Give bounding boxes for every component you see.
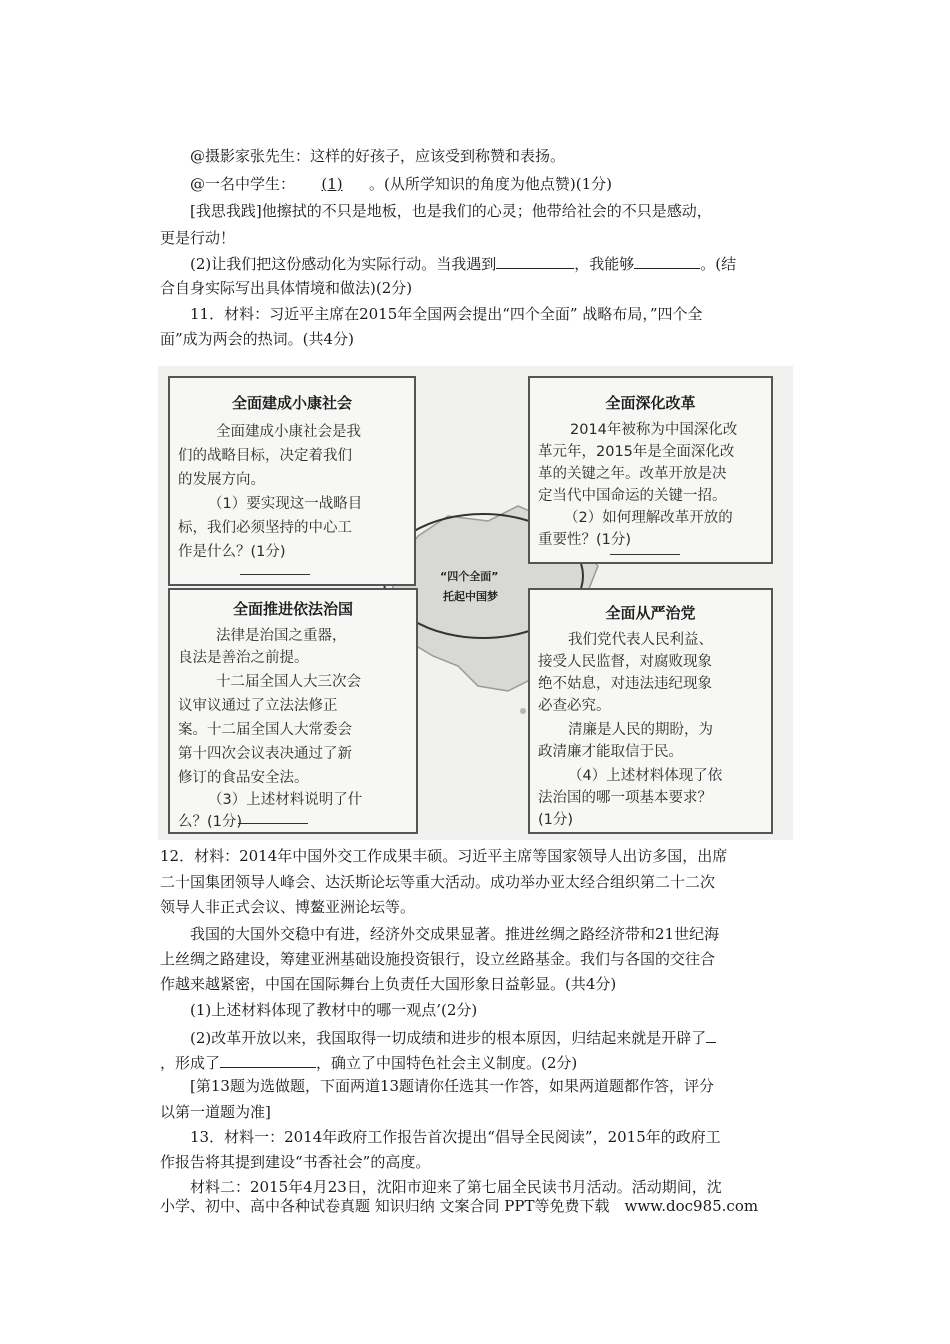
box-line: 的发展方向。: [178, 472, 265, 488]
q12-line-4: 我国的大国外交稳中有进，经济外交成果显著。推进丝绸之路经济带和21世纪海: [190, 925, 720, 943]
reflect-line-1: [我思我践]他擦拭的不只是地板，也是我们的心灵；他带给社会的不只是感动，: [190, 202, 712, 220]
box-line: 必查必究。: [538, 698, 611, 714]
box-line: 我们党代表人民利益、: [568, 632, 713, 648]
q12-line-1: 12．材料：2014年中国外交工作成果丰硕。习近平主席等国家领导人出访多国，出席: [160, 847, 728, 865]
box-line: 接受人民监督，对腐败现象: [538, 654, 712, 670]
q12-sub-2-cont: [160, 1051, 577, 1073]
question-2-line: [190, 252, 736, 274]
box-line: （4）上述材料体现了依: [568, 768, 723, 784]
q2-text-c: 。(结: [700, 255, 737, 273]
center-label-1: “四个全面”: [440, 570, 499, 583]
box-line: （3）上述材料说明了什: [208, 792, 363, 808]
box-line: 十二届全国人大三次会: [216, 674, 361, 690]
answer-line-2[interactable]: [610, 554, 680, 555]
answer-blank-situation[interactable]: [496, 252, 574, 269]
box-party-discipline: [528, 588, 773, 834]
comment-student: [190, 174, 612, 194]
q12-sub-2-text-b: ，形成了: [160, 1054, 221, 1072]
comment-photographer: @摄影家张先生：这样的好孩子，应该受到称赞和表扬。: [190, 147, 566, 165]
q12-line-5: 上丝绸之路建设，筹建亚洲基础设施投资银行，设立丝路基金。我们与各国的交往合: [160, 950, 716, 968]
box-reform: [528, 376, 773, 564]
four-comprehensives-figure: [158, 366, 793, 840]
box-line: 清廉是人民的期盼，为: [568, 722, 713, 738]
box-line: 全面建成小康社会是我: [216, 424, 361, 440]
box-line: 绝不姑息，对违法违纪现象: [538, 676, 712, 692]
box-line: (1分): [538, 812, 574, 828]
box-title: 全面建成小康社会: [231, 394, 352, 412]
q12-sub-2-text-c: ，确立了中国特色社会主义制度。(2分): [316, 1054, 578, 1072]
box-line: 良法是善治之前提。: [178, 650, 309, 666]
q2-text-a: (2)让我们把这份感动化为实际行动。当我遇到: [190, 255, 497, 273]
box-line: 作是什么？(1分): [178, 544, 286, 560]
box-line: 案。十二届全国人大常委会: [178, 722, 352, 738]
note-line-1: [第13题为选做题，下面两道13题请你任选其一作答，如果两道题都作答，评分: [190, 1077, 715, 1095]
q12-line-6: 作越来越紧密，中国在国际舞台上负责任大国形象日益彰显。(共4分): [160, 975, 617, 993]
box-line: 标，我们必须坚持的中心工: [178, 520, 352, 536]
q2-text-b: ，我能够: [574, 255, 635, 273]
q13-line-3: 材料二：2015年4月23日，沈阳市迎来了第七届全民读书月活动。活动期间，沈: [190, 1178, 722, 1196]
center-label-2: 托起中国梦: [443, 590, 498, 603]
answer-line-1[interactable]: [240, 574, 310, 575]
box-line: 重要性？(1分): [538, 532, 632, 548]
box-line: 第十四次会议表决通过了新: [178, 746, 352, 762]
box-rule-of-law: [168, 588, 418, 834]
answer-blank-1[interactable]: (1): [321, 175, 343, 193]
box-xiaokang: [168, 376, 416, 586]
q11-line-2: 面”成为两会的热词。(共4分): [160, 330, 354, 348]
answer-blank-path[interactable]: [706, 1026, 716, 1043]
box-line: 法治国的哪一项基本要求？: [538, 790, 712, 806]
box-line: 们的战略目标，决定着我们: [178, 448, 352, 464]
footer-ad: 小学、初中、高中各种试卷真题 知识归纳 文案合同 PPT等免费下载 www.doc985.com: [160, 1197, 759, 1215]
note-line-2: 以第一道题为准]: [160, 1103, 271, 1121]
q12-sub-2-text: (2)改革开放以来，我国取得一切成绩和进步的根本原因，归结起来就是开辟了: [190, 1029, 707, 1047]
island-dot: [520, 708, 526, 714]
box-line: 革的关键之年。改革开放是决: [538, 466, 727, 482]
comment-student-suffix: 。(从所学知识的角度为他点赞)(1分): [369, 175, 612, 193]
box-line: 么？(1分): [178, 814, 243, 830]
box-line: （1）要实现这一战略目: [208, 496, 363, 512]
q12-sub-2: [190, 1026, 716, 1048]
box-title: 全面深化改革: [605, 394, 696, 412]
box-line: 定当代中国命运的关键一招。: [538, 488, 727, 504]
q12-sub-1: (1)上述材料体现了教材中的哪一观点’(2分): [190, 1001, 478, 1019]
box-line: 革元年，2015年是全面深化改: [538, 444, 735, 460]
q12-line-2: 二十国集团领导人峰会、达沃斯论坛等重大活动。成功举办亚太经合组织第二十二次: [160, 873, 716, 891]
box-title: 全面推进依法治国: [232, 600, 353, 618]
answer-line-3[interactable]: [238, 823, 308, 824]
answer-blank-action[interactable]: [634, 252, 700, 269]
box-line: 2014年被称为中国深化改: [570, 422, 738, 438]
q11-line-1: 11．材料：习近平主席在2015年全国两会提出“四个全面” 战略布局，”四个全: [190, 305, 703, 323]
q13-line-1: 13．材料一：2014年政府工作报告首次提出“倡导全民阅读”，2015年的政府工: [190, 1128, 721, 1146]
box-line: 议审议通过了立法法修正: [178, 698, 338, 714]
box-line: 修订的食品安全法。: [178, 770, 309, 786]
box-line: 法律是治国之重器，: [216, 628, 347, 644]
box-line: （2）如何理解改革开放的: [564, 510, 733, 526]
answer-blank-system[interactable]: [220, 1051, 316, 1068]
box-line: 政清廉才能取信于民。: [538, 744, 683, 760]
comment-student-prefix: @一名中学生：: [190, 175, 296, 193]
q12-line-3: 领导人非正式会议、博鳌亚洲论坛等。: [160, 898, 416, 916]
box-title: 全面从严治党: [605, 604, 696, 622]
question-2-line-2: 合自身实际写出具体情境和做法)(2分): [160, 279, 413, 297]
q13-line-2: 作报告将其提到建设“书香社会”的高度。: [160, 1153, 431, 1171]
reflect-line-2: 更是行动！: [160, 229, 236, 247]
